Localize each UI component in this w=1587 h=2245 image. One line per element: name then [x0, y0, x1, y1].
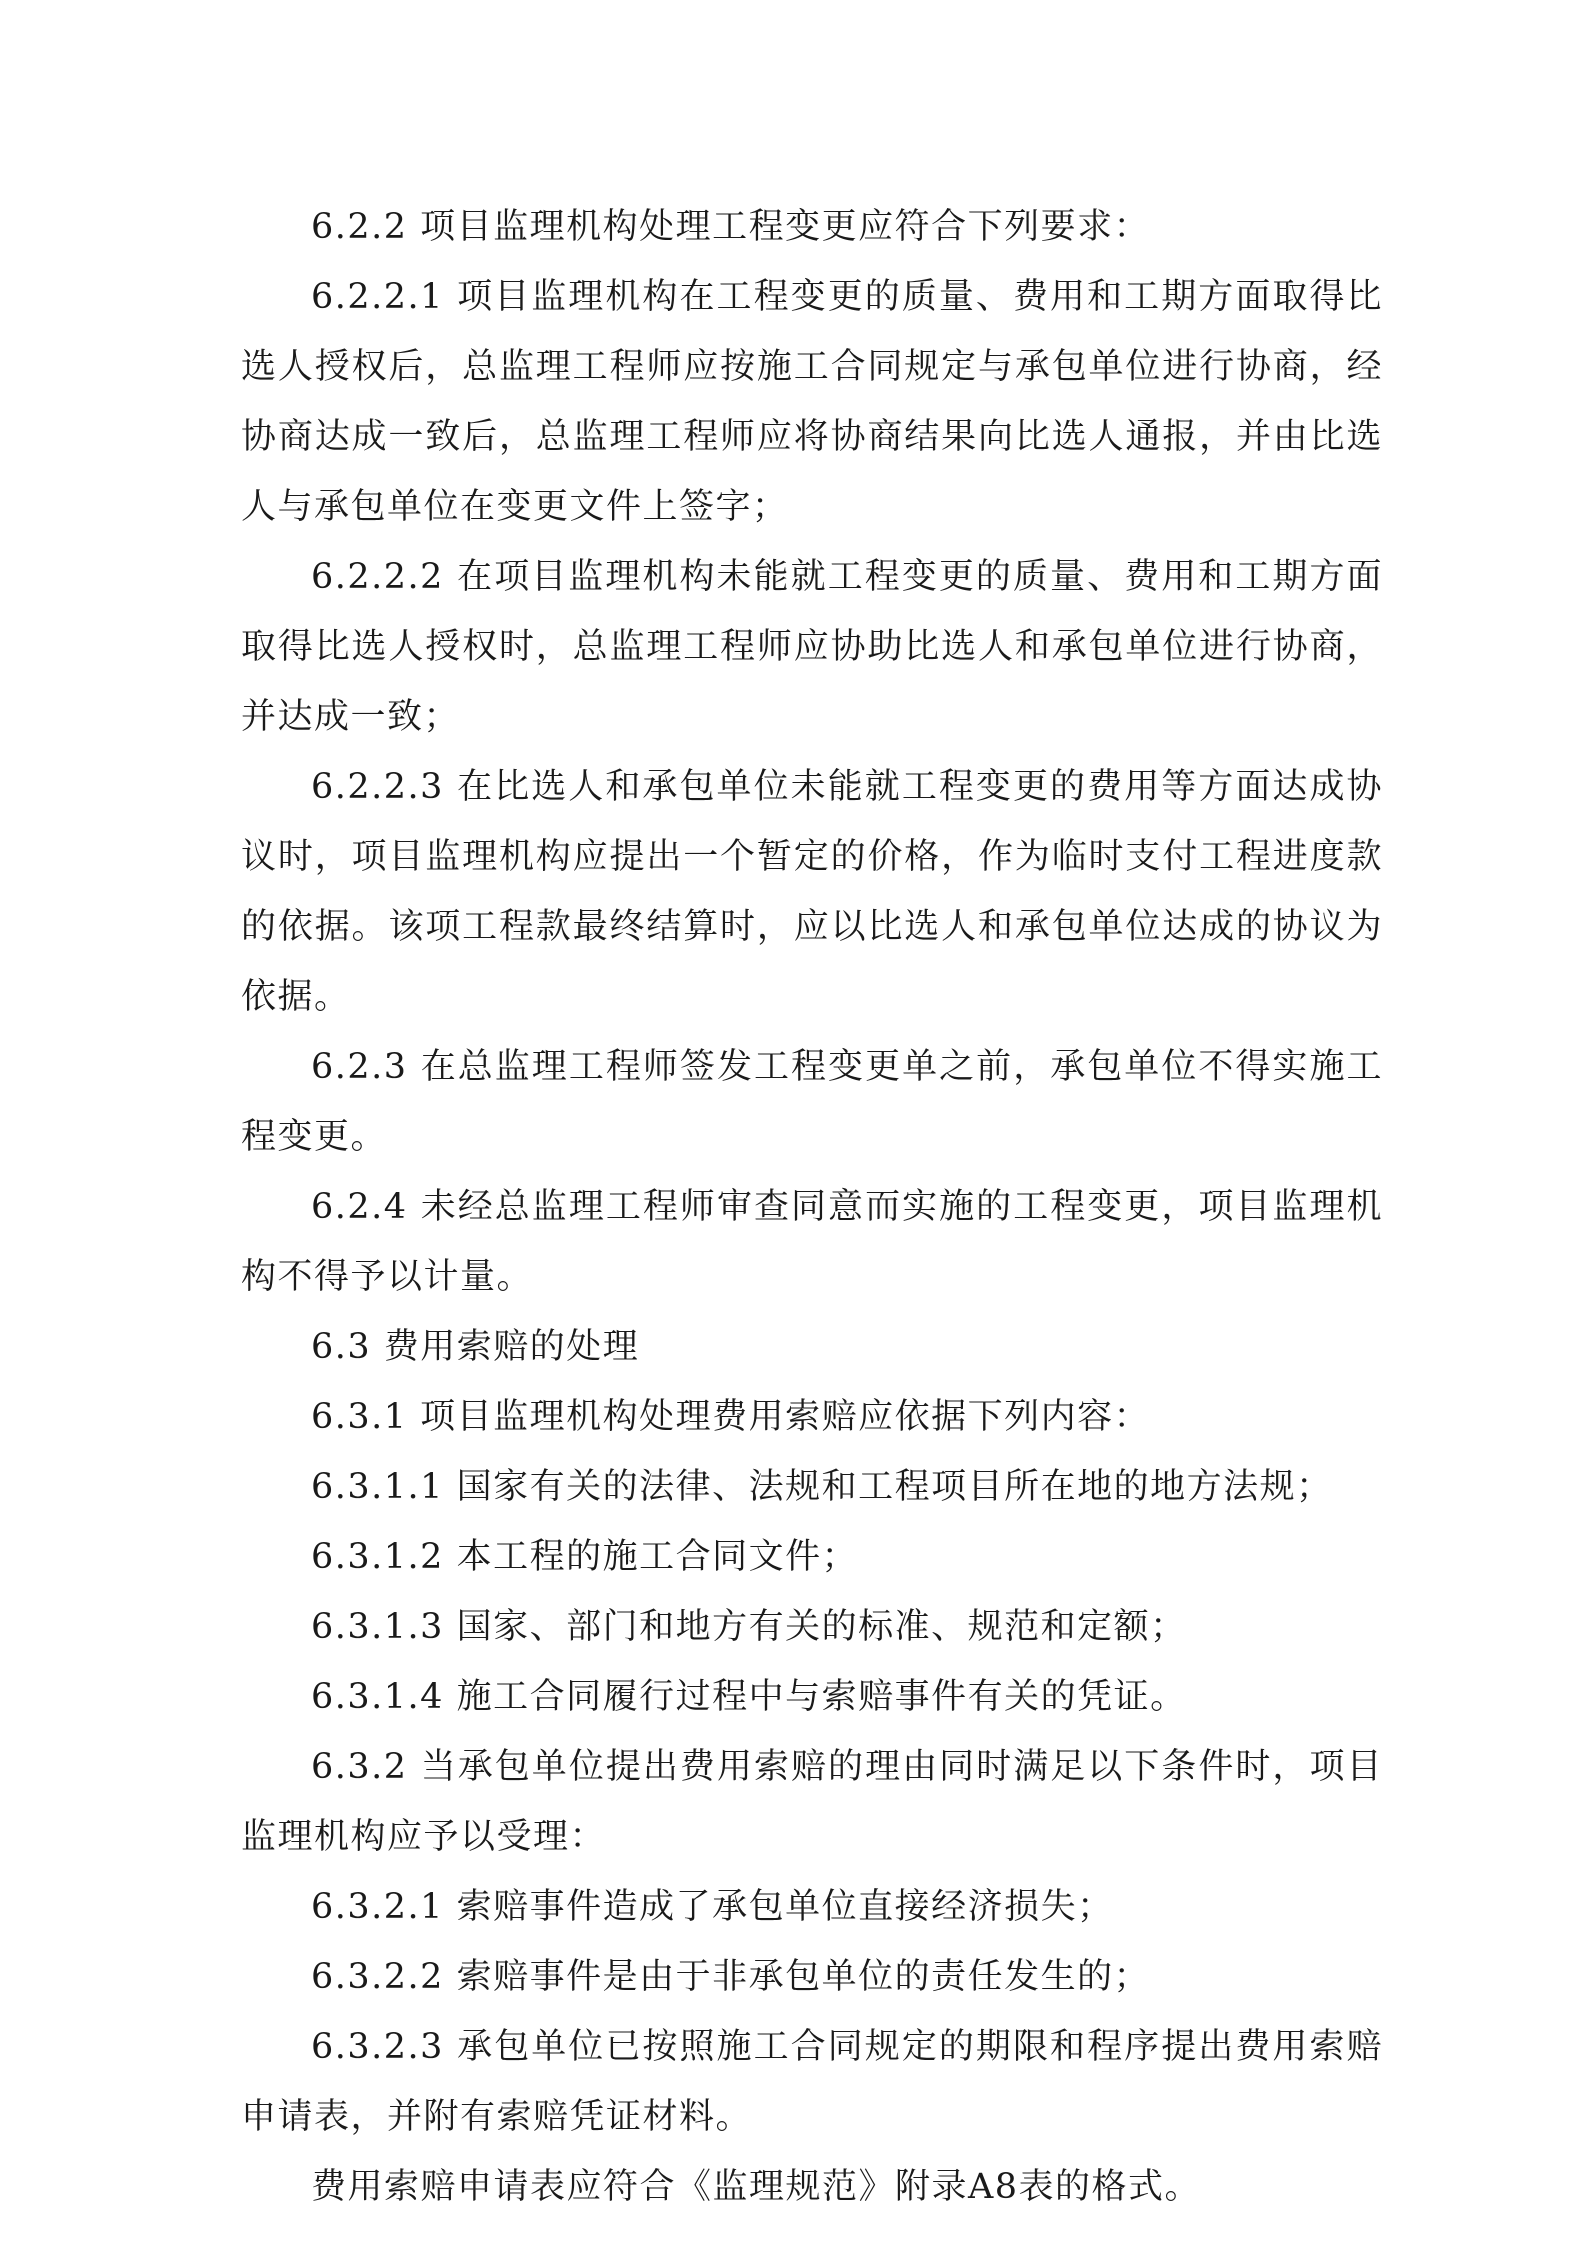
section-heading-6-3: 6.3 费用索赔的处理 [311, 1327, 640, 1367]
clause-6-3-1-1: 6.3.1.1 国家有关的法律、法规和工程项目所在地的地方法规； [311, 1467, 1333, 1507]
clause-6-3-2-3: 6.3.2.3 承包单位已按照施工合同规定的期限和程序提出费用索赔申请表，并附有索赔凭证材料。 [241, 2027, 1383, 2137]
clause-6-2-2-3: 6.2.2.3 在比选人和承包单位未能就工程变更的费用等方面达成协议时，项目监理机构应提出一个暂定的价格，作为临时支付工程进度款的依据。该项工程款最终结算时，应以比选人和承包单位达成的协议为依据。 [241, 767, 1383, 1017]
clause-6-2-3: 6.2.3 在总监理工程师签发工程变更单之前，承包单位不得实施工程变更。 [241, 1047, 1383, 1157]
clause-6-3-1: 6.3.1 项目监理机构处理费用索赔应依据下列内容： [311, 1397, 1151, 1437]
clause-6-2-2-2: 6.2.2.2 在项目监理机构未能就工程变更的质量、费用和工期方面取得比选人授权时，总监理工程师应协助比选人和承包单位进行协商，并达成一致； [241, 557, 1383, 737]
clause-6-3-2-2: 6.3.2.2 索赔事件是由于非承包单位的责任发生的； [311, 1957, 1151, 1997]
clause-6-2-4: 6.2.4 未经总监理工程师审查同意而实施的工程变更，项目监理机构不得予以计量。 [241, 1187, 1383, 1297]
clause-6-3-1-4: 6.3.1.4 施工合同履行过程中与索赔事件有关的凭证。 [311, 1677, 1187, 1717]
clause-6-2-2: 6.2.2 项目监理机构处理工程变更应符合下列要求： [311, 207, 1151, 247]
document-body [241, 192, 1383, 2222]
clause-6-2-2-1: 6.2.2.1 项目监理机构在工程变更的质量、费用和工期方面取得比选人授权后，总监理工程师应按施工合同规定与承包单位进行协商，经协商达成一致后，总监理工程师应将协商结果向比选人通报，并由比选人与承包单位在变更文件上签字； [241, 277, 1383, 527]
clause-6-3-2: 6.3.2 当承包单位提出费用索赔的理由同时满足以下条件时，项目监理机构应予以受理： [241, 1747, 1383, 1857]
clause-6-3-2-1: 6.3.2.1 索赔事件造成了承包单位直接经济损失； [311, 1887, 1114, 1927]
clause-6-3-1-2: 6.3.1.2 本工程的施工合同文件； [311, 1537, 859, 1577]
clause-6-3-1-3: 6.3.1.3 国家、部门和地方有关的标准、规范和定额； [311, 1607, 1187, 1647]
format-note: 费用索赔申请表应符合《监理规范》附录A8表的格式。 [311, 2167, 1202, 2207]
